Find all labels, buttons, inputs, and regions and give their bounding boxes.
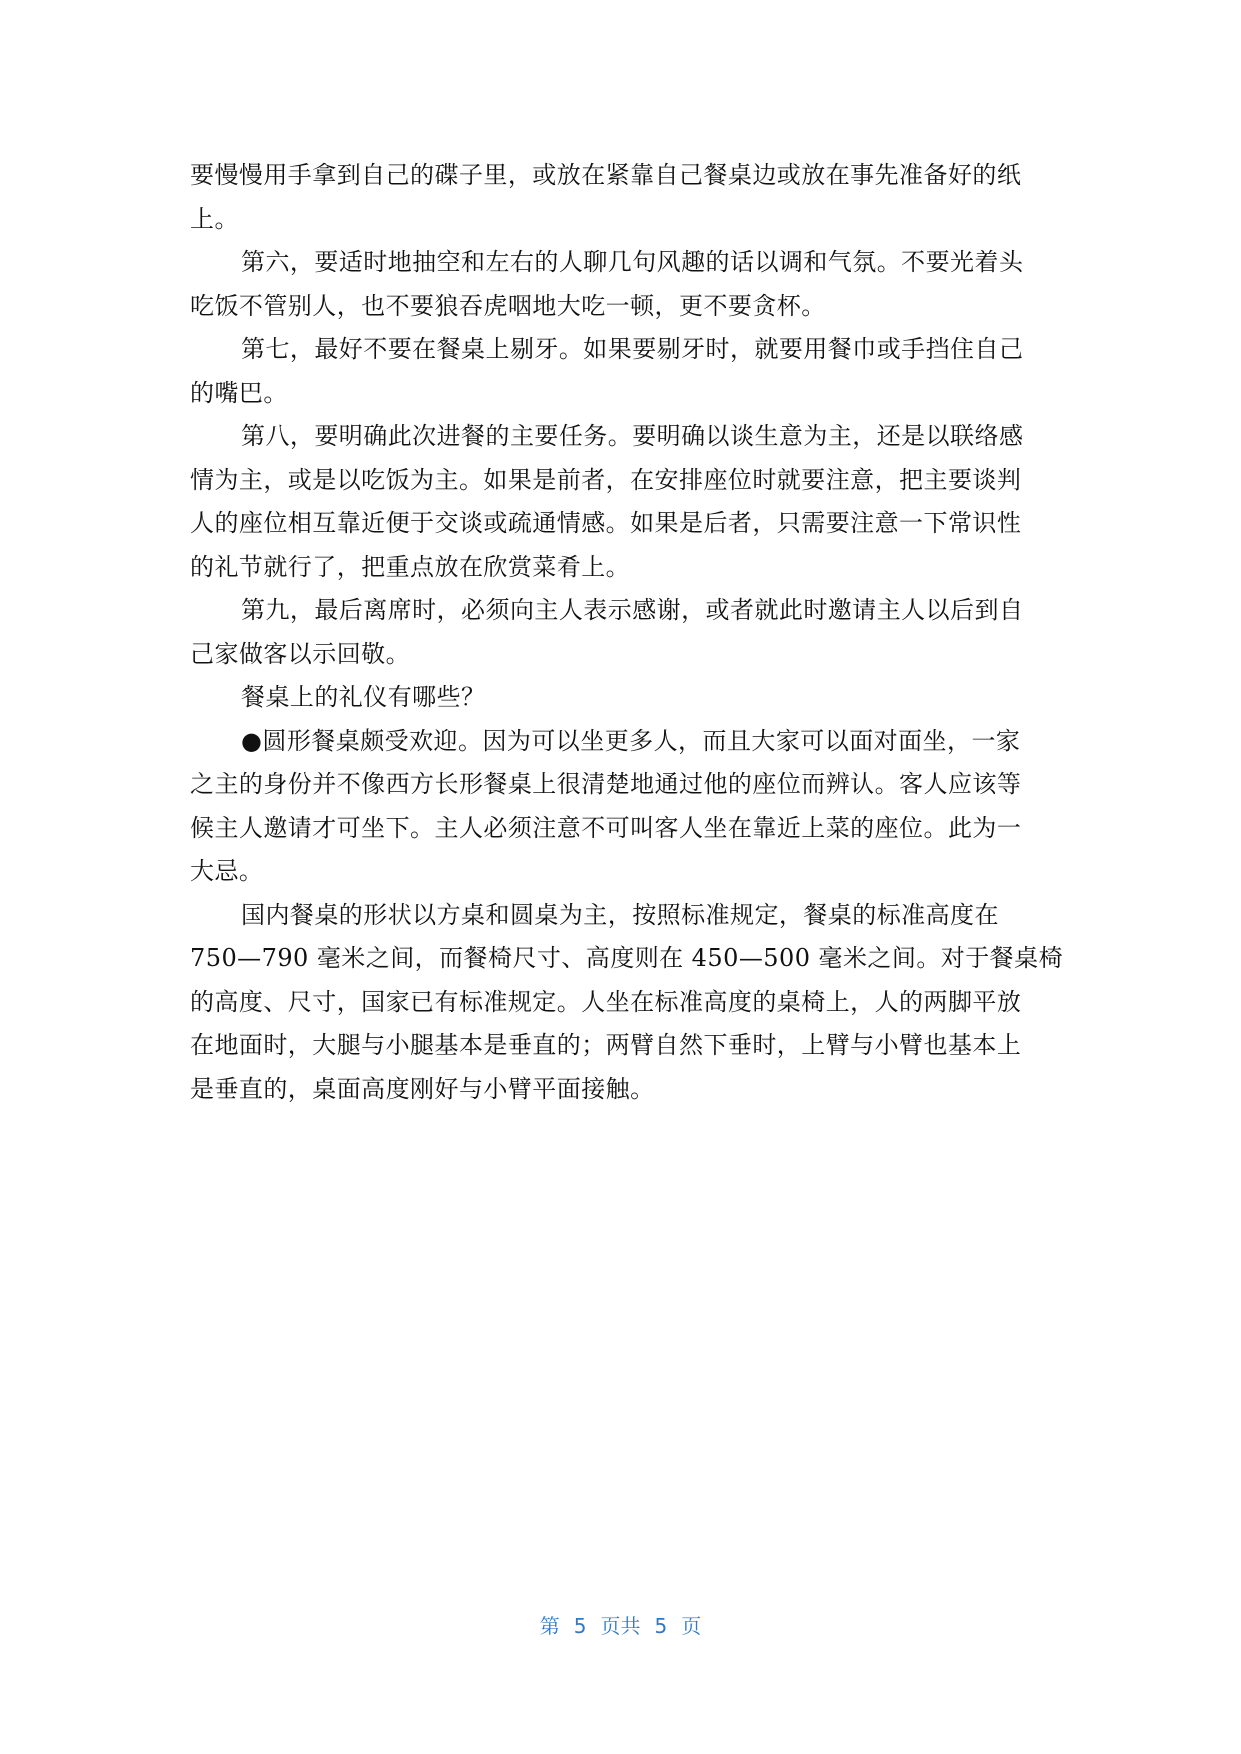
footer-label-page: 第 (539, 1614, 560, 1638)
text-line: ●圆形餐桌颇受欢迎。因为可以坐更多人，而且大家可以面对面坐，一家 (241, 726, 1021, 755)
text-line: 在地面时，大腿与小腿基本是垂直的；两臂自然下垂时，上臂与小臂也基本上 (190, 1031, 1022, 1059)
text-line: 的高度、尺寸，国家已有标准规定。人坐在标准高度的桌椅上，人的两脚平放 (190, 987, 1022, 1016)
footer-label-of: 页共 (600, 1614, 641, 1638)
text-line: 己家做客以示回敬。 (190, 639, 411, 668)
footer-label-end: 页 (681, 1614, 702, 1638)
page-footer (0, 1610, 1241, 1639)
text-line: 第七，最好不要在餐桌上剔牙。如果要剔牙时，就要用餐巾或手挡住自己 (241, 335, 1024, 363)
text-line: 上。 (190, 204, 239, 233)
text-line: 之主的身份并不像西方长形餐桌上很清楚地通过他的座位而辨认。客人应该等 (190, 770, 1022, 798)
text-line: 候主人邀请才可坐下。主人必须注意不可叫客人坐在靠近上菜的座位。此为一 (190, 813, 1022, 842)
text-line: 750—790 毫米之间，而餐椅尺寸、高度则在 450—500 毫米之间。对于餐桌椅 (190, 944, 1064, 972)
text-line: 大忌。 (190, 857, 264, 885)
text-line: 是垂直的，桌面高度刚好与小臂平面接触。 (190, 1074, 655, 1103)
text-line: 第六，要适时地抽空和左右的人聊几句风趣的话以调和气氛。不要光着头 (241, 248, 1024, 276)
text-line: 的礼节就行了，把重点放在欣赏菜肴上。 (190, 552, 631, 581)
text-line: 情为主，或是以吃饭为主。如果是前者，在安排座位时就要注意，把主要谈判 (190, 465, 1022, 494)
text-line: 吃饭不管别人，也不要狼吞虎咽地大吃一顿，更不要贪杯。 (190, 291, 826, 320)
section-question: 餐桌上的礼仪有哪些？ (241, 683, 486, 711)
document-body (190, 154, 1064, 1111)
footer-current-page: 5 (573, 1614, 587, 1638)
text-line: 的嘴巴。 (190, 378, 288, 407)
text-line: 人的座位相互靠近便于交谈或疏通情感。如果是后者，只需要注意一下常识性 (190, 509, 1022, 537)
text-line: 国内餐桌的形状以方桌和圆桌为主，按照标准规定，餐桌的标准高度在 (241, 900, 999, 929)
text-line: 第八，要明确此次进餐的主要任务。要明确以谈生意为主，还是以联络感 (241, 422, 1024, 450)
text-line: 要慢慢用手拿到自己的碟子里，或放在紧靠自己餐桌边或放在事先准备好的纸 (190, 161, 1022, 189)
text-line: 第九，最后离席时，必须向主人表示感谢，或者就此时邀请主人以后到自 (241, 596, 1024, 624)
footer-total-pages: 5 (654, 1614, 668, 1638)
